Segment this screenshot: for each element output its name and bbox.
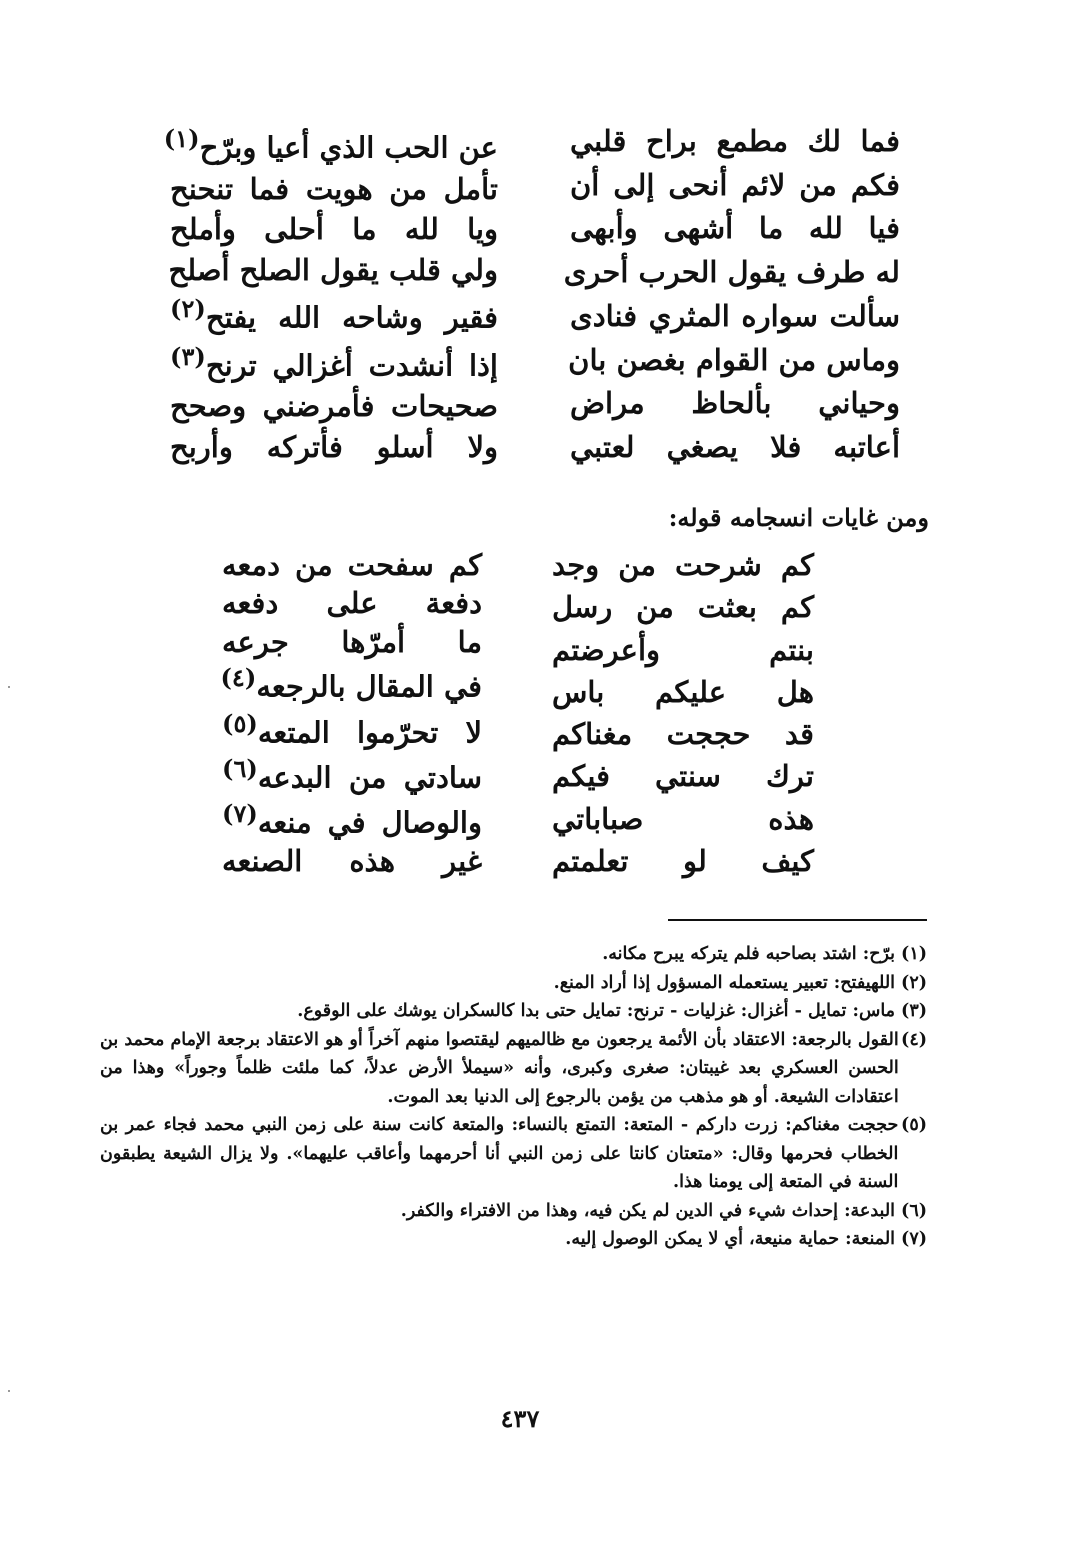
footnote — [100, 1225, 927, 1254]
footnote — [100, 940, 927, 969]
footnote-text: برّح: اشتد بصاحبه فلم يتركه يبرح مكانه. — [602, 944, 896, 964]
verse-hemistich — [170, 389, 498, 423]
verse-hemistich — [222, 799, 482, 840]
footnote-number: (٢) — [901, 972, 927, 993]
verse-text: إذا أنشدت أغزالي ترنح — [205, 348, 498, 383]
footnote-ref: (٤) — [220, 663, 257, 693]
footnote — [100, 997, 927, 1026]
verse-text: دفعة على دفعه — [222, 586, 482, 621]
poem-second-right-hemistichs — [552, 548, 814, 878]
verse-hemistich — [222, 586, 482, 620]
footnote-separator — [668, 919, 927, 921]
verse-hemistich: فيا لله ما أشهى وأبهى — [570, 211, 900, 246]
verse-text: عن الحب الذي أعيا وبرّح — [199, 130, 498, 165]
verse-hemistich — [222, 709, 482, 750]
verse-hemistich: فما لك مطمع براح قلبي — [570, 124, 900, 158]
verse-hemistich: له طرف يقول الحرب أحرى — [563, 255, 900, 290]
poem-first-left-hemistichs — [163, 124, 498, 464]
page-number: ٤٣٧ — [500, 1404, 540, 1433]
verse-text: سادتي من البدعه — [257, 760, 482, 795]
footnote-number: (٤) — [901, 1029, 927, 1050]
footnote-number: (٦) — [901, 1200, 927, 1221]
verse-hemistich — [170, 212, 498, 246]
verse-text: تأمل من هويت فما تنحنح — [170, 171, 498, 206]
verse-hemistich: فكم من لائم أنحى إلى أن — [570, 167, 900, 202]
verse-hemistich: وماس من القوام بغصن بان — [568, 342, 900, 377]
verse-hemistich — [170, 430, 498, 464]
verse-text: فقير وشاحه الله يفتح — [205, 300, 498, 335]
footnote-text: القول بالرجعة: الاعتقاد بأن الأئمة يرجعون مع ظالميهم ليقتصوا منهم آخراً أو هو الاعتقاد برجعة الإمام محمد بن الحسن العسكري بعد غيبتان: صغرى وكبرى، وأنه «سيملأ الأرض عدلاً، كما ملئت ظلماً وجوراً» وهذا من اعتقادات الشيعة. أو هو مذهب من يؤمن بالرجوع إلى الدنيا بعد الموت. — [100, 1029, 899, 1107]
footnote — [100, 1111, 927, 1197]
verse-hemistich: كم شرحت من وجد — [552, 548, 814, 582]
scan-speck — [8, 1390, 10, 1392]
poem-first — [163, 124, 900, 464]
verse-hemistich: سألت سواره المثري فنادى — [570, 298, 900, 333]
poem-second-left-hemistichs — [222, 548, 482, 878]
footnote-number: (٧) — [901, 1229, 927, 1249]
footnote-number: (٥) — [901, 1115, 927, 1135]
verse-hemistich — [163, 124, 498, 165]
verse-hemistich — [170, 253, 498, 287]
verse-hemistich: أعاتبه فلا يصغي لعتبي — [570, 429, 900, 464]
footnote — [100, 1197, 927, 1226]
verse-hemistich: هذه صباباتي — [552, 801, 814, 836]
footnotes — [100, 940, 927, 1254]
verse-text: ما أمرّها جرعه — [222, 624, 482, 659]
verse-hemistich: وحياني بألحاظ مراض — [570, 386, 900, 421]
footnote-text: البدعة: إحداث شيء في الدين لم يكن فيه، وهذا من الافتراء والكفر. — [400, 1200, 896, 1221]
verse-hemistich: قد حججت مغناكم — [552, 717, 814, 752]
footnote-text: اللهيفتح: تعبير يستعمله المسؤول إذا أراد المنع. — [553, 972, 896, 993]
verse-hemistich: كم بعثت من رسل — [552, 590, 814, 625]
verse-hemistich — [222, 754, 482, 795]
footnote — [100, 969, 927, 998]
poem-first-right-hemistichs — [563, 124, 900, 464]
verse-hemistich — [170, 342, 498, 383]
verse-hemistich: كيف لو تعلمتم — [552, 843, 814, 878]
footnote-number: (٣) — [901, 1001, 927, 1021]
verse-text: والوصال في منعه — [257, 805, 482, 840]
footnote-text: المنعة: حماية منيعة، أي لا يمكن الوصول إليه. — [565, 1229, 896, 1249]
verse-hemistich — [222, 625, 482, 659]
verse-text: ولي قلب يقول الصلح أصلح — [168, 253, 498, 288]
verse-hemistich: بنتم وأعرضتم — [552, 632, 814, 667]
intro-line: ومن غايات انسجامه قوله: — [668, 503, 929, 532]
verse-text: صحيحات فأمرضني وصحح — [170, 389, 498, 424]
verse-text: ويا لله ما أحلى وأملح — [170, 212, 498, 247]
verse-hemistich — [222, 548, 482, 582]
verse-text: كم سفحت من دمعه — [222, 548, 482, 582]
verse-text: غير هذه الصنعه — [222, 843, 482, 878]
footnote-ref: (٢) — [170, 294, 206, 324]
scan-speck — [8, 686, 10, 688]
footnote-text: حججت مغناكم: زرت داركم - المتعة: التمتع بالنساء: والمتعة كانت سنة على زمن النبي محمد فجاء عمر بن الخطاب فحرمها وقال: «متعتان كانتا على زمن النبي أنا أحرمهما وأعاقب عليهما». ولا يزال الشيعة يطبقون السنة في المتعة إلى يومنا هذا. — [100, 1115, 899, 1192]
footnote-ref: (٧) — [222, 798, 258, 828]
verse-hemistich: هل عليكم باس — [552, 674, 814, 709]
footnote-ref: (٦) — [222, 753, 258, 783]
verse-text: ولا أسلو فأتركه وأربح — [170, 429, 498, 464]
verse-hemistich — [170, 294, 498, 335]
verse-text: في المقال بالرجعه — [256, 670, 482, 705]
footnote-ref: (٥) — [222, 708, 258, 738]
footnote — [100, 1026, 927, 1112]
poem-second — [222, 548, 814, 878]
verse-hemistich — [222, 844, 482, 878]
footnote-ref: (١) — [163, 124, 200, 153]
verse-text: لا تحرّموا المتعه — [257, 715, 482, 750]
footnote-ref: (٣) — [170, 341, 206, 371]
verse-hemistich — [222, 663, 482, 704]
footnote-text: ماس: تمايل - أغزال: غزليات - ترنح: تمايل حتى بدا كالسكران يوشك على الوقوع. — [297, 1001, 896, 1021]
verse-hemistich: ترك سنتي فيكم — [552, 759, 814, 794]
verse-hemistich — [170, 172, 498, 206]
footnote-number: (١) — [901, 944, 927, 964]
